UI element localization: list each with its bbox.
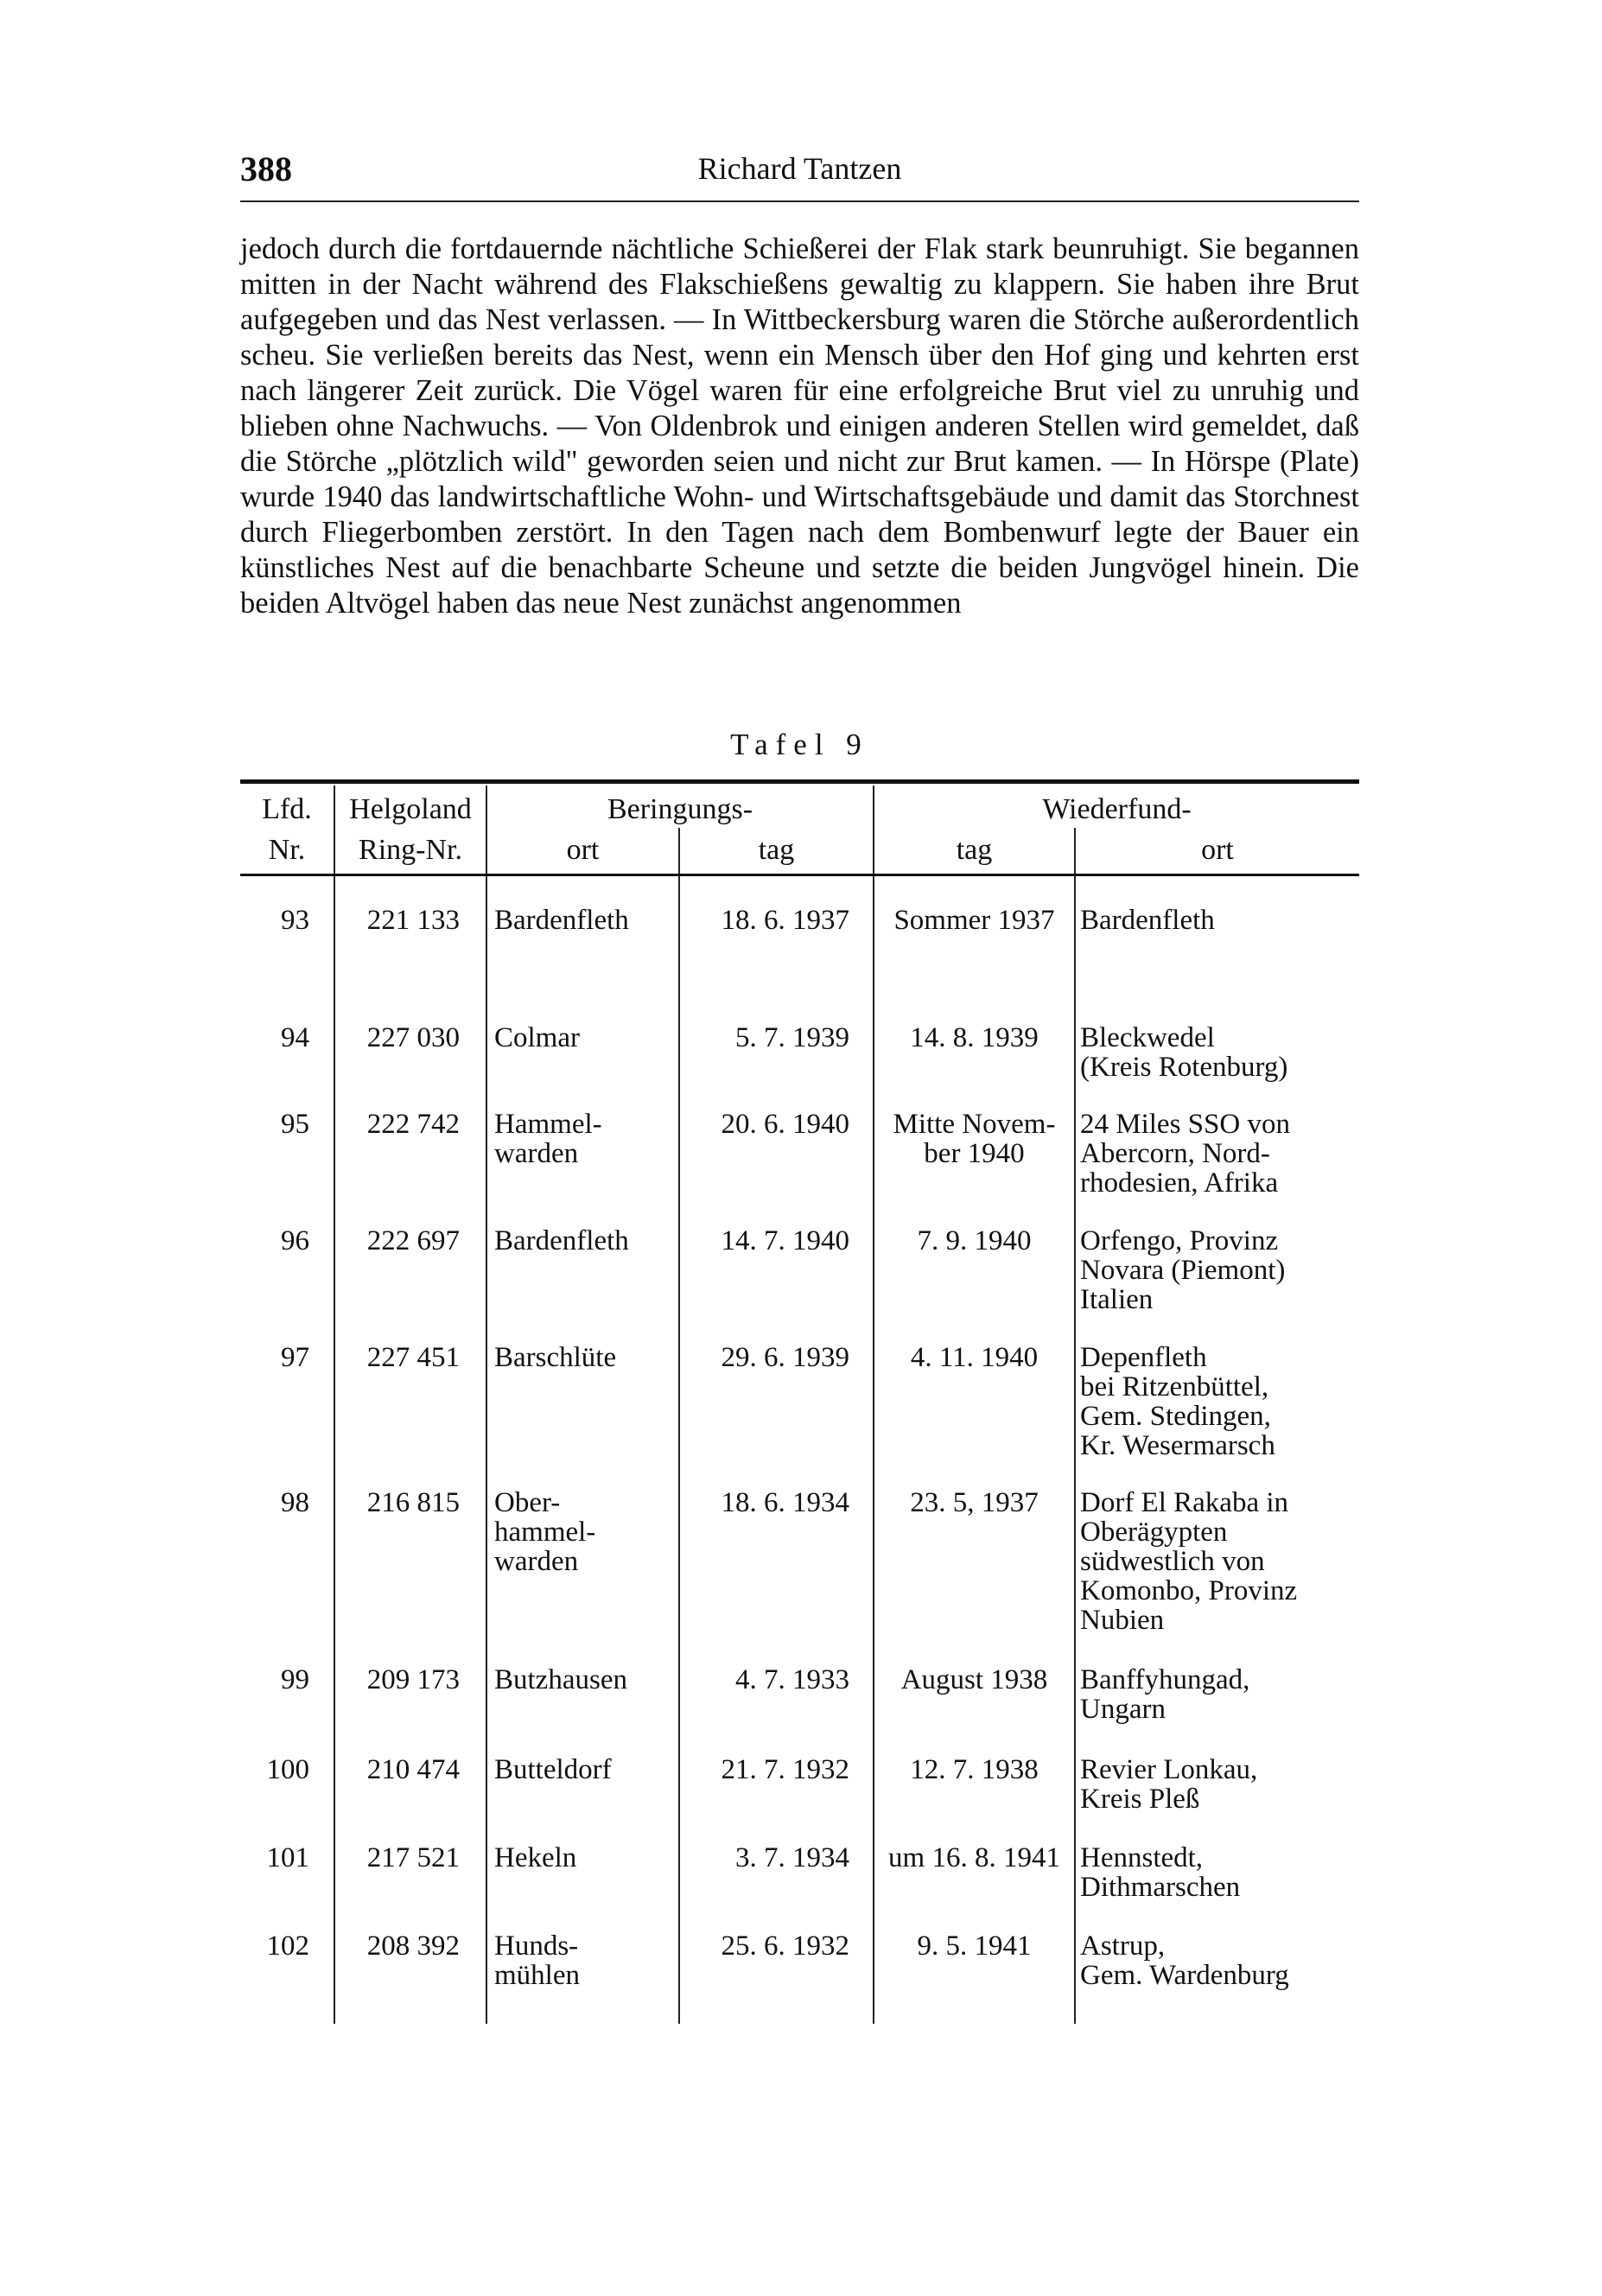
cell-line: hammel- [494,1517,596,1548]
cell-line: mühlen [494,1960,580,1991]
cell-line: 7. 9. 1940 [917,1225,1032,1256]
cell-wiederfund-ort [1080,1755,1359,1814]
cell-line: 12. 7. 1938 [910,1754,1039,1785]
cell-line: Banffyhungad, [1080,1664,1250,1695]
cell-line: Butteldorf [494,1754,612,1785]
header-lfd-line2: Nr. [268,834,306,866]
cell-line: Ober- [494,1487,561,1518]
cell-line: 29. 6. 1939 [721,1342,849,1373]
cell-line: Abercorn, Nord- [1080,1138,1270,1169]
cell-line: 4. 11. 1940 [910,1342,1039,1373]
cell-wiederfund-ort [1080,906,1359,935]
cell-wiederfund-tag [874,1843,1074,1873]
cell-line: Bardenfleth [494,1225,629,1256]
cell-lfd-nr [240,1023,309,1053]
cell-line: 5. 7. 1939 [735,1022,849,1053]
header-beringung-tag: tag [758,834,795,866]
cell-wiederfund-ort [1080,1110,1359,1198]
table-caption: Tafel 9 [730,728,869,761]
cell-line: Novara (Piemont) [1080,1255,1286,1286]
header-wiederfund: Wiederfund- [1042,793,1192,825]
cell-beringung-tag [680,1343,849,1372]
cell-ring-nr [335,1931,460,1961]
cell-line: 14. 8. 1939 [910,1022,1039,1053]
cell-line: Mitte Novem- [893,1109,1056,1140]
cell-line: 20. 6. 1940 [721,1109,849,1140]
cell-line: Butzhausen [494,1664,627,1695]
cell-line: Revier Lonkau, [1080,1754,1258,1785]
cell-beringung-tag [680,1110,849,1139]
cell-line: warden [494,1138,579,1169]
cell-line: Colmar [494,1022,580,1053]
cell-line: Komonbo, Provinz [1080,1575,1298,1606]
cell-lfd-nr [240,1110,309,1139]
cell-line: 227 451 [366,1342,460,1373]
cell-line: 99 [281,1664,309,1695]
cell-line: ber 1940 [924,1138,1025,1169]
cell-lfd-nr [240,1755,309,1784]
cell-line: Orfengo, Provinz [1080,1225,1279,1256]
cell-line: Kreis Pleß [1080,1784,1200,1815]
cell-line: 100 [266,1754,309,1785]
cell-line: 21. 7. 1932 [721,1754,849,1785]
cell-ring-nr [335,1343,460,1372]
cell-line: 102 [266,1930,309,1962]
cell-beringung-tag [680,1023,849,1053]
cell-wiederfund-ort [1080,1843,1359,1902]
cell-line: August 1938 [900,1664,1048,1695]
cell-line: 227 030 [366,1022,460,1053]
page-header [240,149,1359,200]
cell-line: 97 [281,1342,309,1373]
cell-ring-nr [335,1755,460,1784]
running-head: Richard Tantzen [697,151,902,186]
cell-line: Italien [1080,1284,1154,1315]
cell-ring-nr [335,1110,460,1139]
table-header-rule [240,874,1359,876]
cell-wiederfund-tag [874,906,1074,935]
table-top-rule [240,779,1359,784]
cell-lfd-nr [240,1226,309,1256]
cell-line: südwestlich von [1080,1546,1265,1577]
cell-beringung-tag [680,1843,849,1873]
cell-line: 23. 5, 1937 [910,1487,1039,1518]
cell-line: Hekeln [494,1842,577,1873]
cell-line: 9. 5. 1941 [917,1930,1032,1962]
cell-line: rhodesien, Afrika [1080,1167,1279,1199]
cell-ring-nr [335,906,460,935]
cell-wiederfund-ort [1080,1488,1359,1635]
cell-beringung-ort [494,1843,676,1873]
cell-line: 93 [281,905,309,936]
cell-line: 210 474 [366,1754,460,1785]
cell-line: 209 173 [366,1664,460,1695]
cell-line: 3. 7. 1934 [735,1842,849,1873]
cell-beringung-tag [680,906,849,935]
cell-line: Astrup, [1080,1930,1166,1962]
cell-line: Bardenfleth [1080,905,1215,936]
cell-line: Sommer 1937 [893,905,1055,936]
cell-wiederfund-ort [1080,1023,1359,1082]
cell-beringung-ort [494,1110,676,1168]
cell-line: bei Ritzenbüttel, [1080,1371,1269,1402]
cell-line: Oberägypten [1080,1517,1228,1548]
cell-line: Kr. Wesermarsch [1080,1430,1275,1461]
cell-line: 25. 6. 1932 [721,1930,849,1962]
column-divider [486,876,487,2024]
cell-line: Hammel- [494,1109,602,1140]
cell-ring-nr [335,1665,460,1695]
cell-line: 4. 7. 1933 [735,1664,849,1695]
header-wiederfund-tag: tag [956,834,993,866]
cell-wiederfund-tag [874,1343,1074,1372]
cell-line: 221 133 [366,905,460,936]
header-beringung: Beringungs- [607,793,753,825]
cell-wiederfund-tag [874,1226,1074,1256]
cell-line: 101 [266,1842,309,1873]
cell-beringung-ort [494,1755,676,1784]
cell-beringung-ort [494,1931,676,1990]
page-number: 388 [240,149,292,188]
cell-lfd-nr [240,906,309,935]
cell-beringung-ort [494,906,676,935]
cell-line: 18. 6. 1934 [721,1487,849,1518]
cell-line: Barschlüte [494,1342,617,1373]
cell-lfd-nr [240,1843,309,1873]
cell-beringung-tag [680,1226,849,1256]
cell-line: 222 742 [366,1109,460,1140]
cell-beringung-ort [494,1343,676,1372]
cell-line: um 16. 8. 1941 [888,1842,1060,1873]
cell-wiederfund-tag [874,1110,1074,1168]
header-beringung-ort: ort [566,834,600,866]
cell-wiederfund-ort [1080,1931,1359,1990]
cell-wiederfund-ort [1080,1226,1359,1314]
cell-line: 216 815 [366,1487,460,1518]
cell-line: Bleckwedel [1080,1022,1215,1053]
cell-line: Dorf El Rakaba in [1080,1487,1289,1518]
cell-line: (Kreis Rotenburg) [1080,1052,1288,1083]
cell-line: Dithmarschen [1080,1872,1241,1903]
cell-wiederfund-tag [874,1931,1074,1961]
cell-wiederfund-ort [1080,1343,1359,1460]
cell-line: Gem. Stedingen, [1080,1401,1271,1432]
cell-wiederfund-tag [874,1023,1074,1053]
cell-line: Hunds- [494,1930,579,1962]
cell-line: Gem. Wardenburg [1080,1960,1289,1991]
cell-line: Ungarn [1080,1694,1166,1725]
cell-line: 222 697 [366,1225,460,1256]
cell-line: Hennstedt, [1080,1842,1204,1873]
cell-line: 95 [281,1109,309,1140]
cell-ring-nr [335,1843,460,1873]
cell-line: 14. 7. 1940 [721,1225,849,1256]
cell-line: 24 Miles SSO von [1080,1109,1290,1140]
cell-beringung-tag [680,1931,849,1961]
cell-wiederfund-tag [874,1755,1074,1784]
cell-line: Depenfleth [1080,1342,1207,1373]
cell-wiederfund-tag [874,1665,1074,1695]
cell-lfd-nr [240,1931,309,1961]
header-lfd-line1: Lfd. [262,793,312,825]
cell-line: Bardenfleth [494,905,629,936]
cell-beringung-ort [494,1023,676,1053]
header-helgoland-line1: Helgoland [349,793,472,825]
cell-wiederfund-ort [1080,1665,1359,1724]
cell-lfd-nr [240,1343,309,1372]
cell-beringung-tag [680,1665,849,1695]
header-helgoland-line2: Ring-Nr. [359,834,462,866]
header-rule [240,200,1359,202]
cell-line: Nubien [1080,1605,1165,1636]
cell-line: 96 [281,1225,309,1256]
cell-ring-nr [335,1488,460,1517]
cell-line: 18. 6. 1937 [721,905,849,936]
cell-line: 217 521 [366,1842,460,1873]
cell-ring-nr [335,1226,460,1256]
body-paragraph: jedoch durch die fortdauernde nächtliche Schießerei der Flak stark beunruhigt. Sie begannen mitten in der Nacht während des Flakschießens gewaltig zu klappern. Sie haben ihre Brut aufgegeben und das Nest verlassen. — In Wittbeckersburg waren die Störche außerordentlich scheu. Sie verließen bereits das Nest, wenn ein Mensch über den Hof ging und kehrten erst nach längerer Zeit zurück. Die Vögel waren für eine erfolgreiche Brut viel zu unruhig und blieben ohne Nachwuchs. — Von Oldenbrok und einigen anderen Stellen wird gemeldet, daß die Störche „plötzlich wild" geworden seien und nicht zur Brut kamen. — In Hörspe (Plate) wurde 1940 das landwirtschaftliche Wohn- und Wirtschaftsgebäude und damit das Storchnest durch Fliegerbomben zerstört. In den Tagen nach dem Bombenwurf legte der Bauer ein künstliches Nest auf die benachbarte Scheune und setzte die beiden Jungvögel hinein. Die beiden Altvögel haben das neue Nest zunächst angenommen [240,232,1359,620]
cell-beringung-tag [680,1488,849,1517]
cell-beringung-ort [494,1488,676,1576]
cell-line: warden [494,1546,579,1577]
cell-lfd-nr [240,1665,309,1695]
column-divider [1074,876,1076,2024]
cell-wiederfund-tag [874,1488,1074,1517]
cell-ring-nr [335,1023,460,1053]
cell-line: 98 [281,1487,309,1518]
cell-line: 94 [281,1022,309,1053]
cell-beringung-tag [680,1755,849,1784]
cell-line: 208 392 [366,1930,460,1962]
cell-beringung-ort [494,1226,676,1256]
cell-beringung-ort [494,1665,676,1695]
cell-lfd-nr [240,1488,309,1517]
header-wiederfund-ort: ort [1201,834,1234,866]
